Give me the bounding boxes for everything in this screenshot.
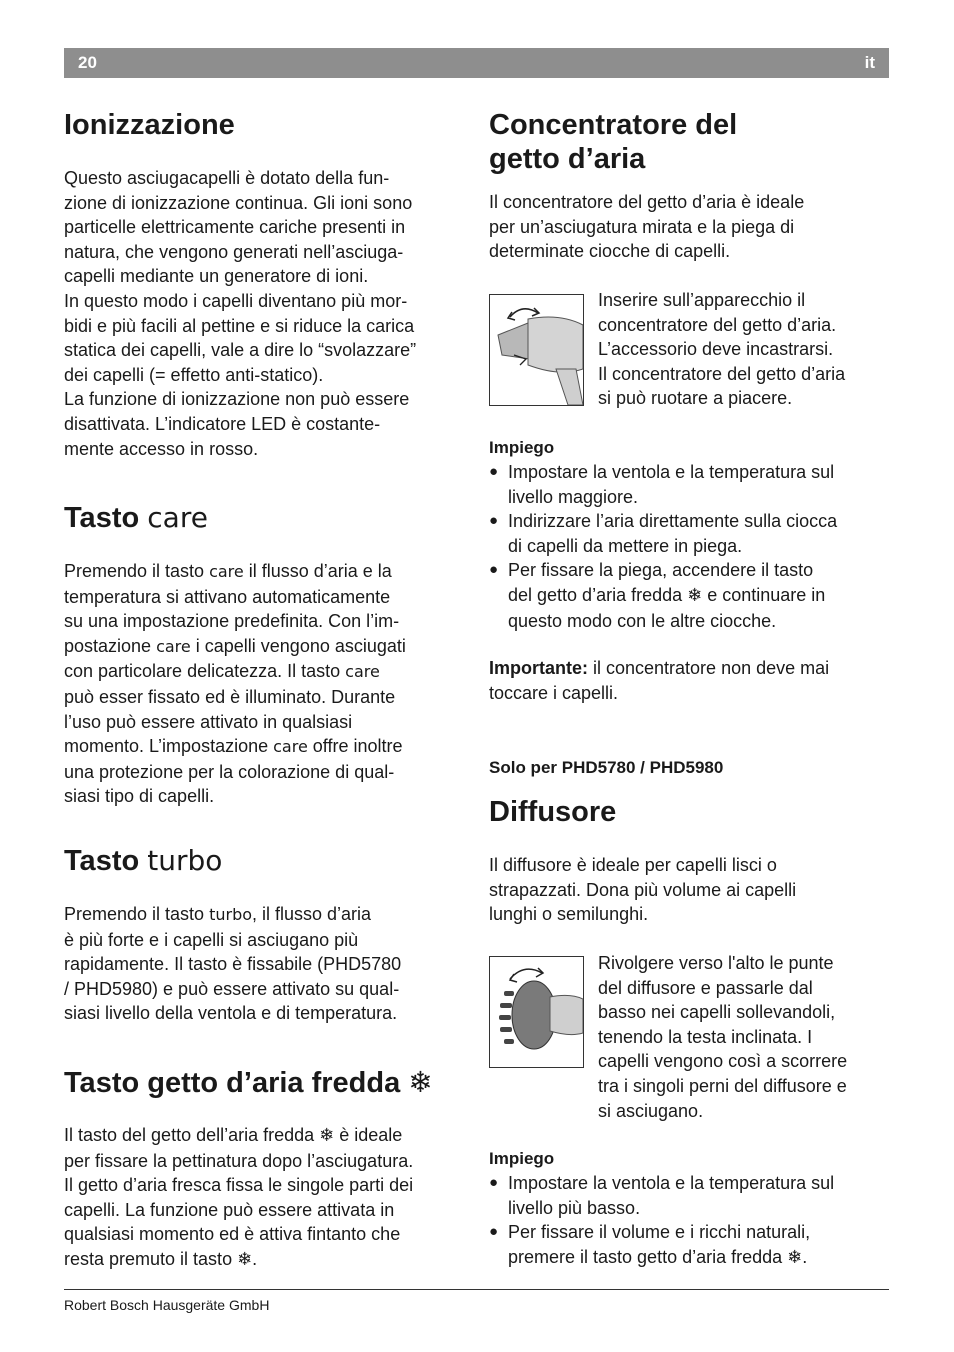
concentratore-intro: Il concentratore del getto d’aria è ideale per un’asciugatura mirata e la piega di determinate ciocche di capelli. — [489, 192, 805, 262]
list-item: ● Per fissare il volume e i ricchi naturali, premere il tasto getto d’aria fredda ❄. — [489, 1220, 894, 1270]
model-note: Solo per PHD5780 / PHD5980 — [489, 758, 724, 777]
snowflake-icon: ❄ — [787, 1246, 803, 1268]
diffusore-impiego-heading: Impiego — [489, 1149, 555, 1168]
concentratore-heading: Concentratore del getto d’aria — [489, 109, 738, 175]
snowflake-icon: ❄ — [687, 584, 703, 606]
diffusore-intro: Il diffusore è ideale per capelli lisci o strapazzati. Dona più volume ai capelli lunghi o semilunghi. — [489, 855, 797, 925]
concentratore-importante: Importante: il concentratore non deve mai toccare i capelli. — [489, 658, 830, 703]
snowflake-icon: ❄ — [237, 1248, 253, 1270]
list-item: ● Impostare la ventola e la temperatura sul livello più basso. — [489, 1171, 894, 1220]
snowflake-icon: ❄ — [408, 1065, 433, 1099]
diffuser-illustration — [489, 956, 584, 1068]
list-item: ● Impostare la ventola e la temperatura sul livello maggiore. — [489, 460, 894, 509]
diffusore-steps — [489, 1171, 894, 1270]
tasto-fredda-text: Il tasto del getto dell’aria fredda ❄ è ideale per fissare la pettinatura dopo l’asciugatura. Il getto d’aria fresca fissa le singole parti dei capelli. La funzione può essere attivata in qualsiasi momento ed è attiva fintanto che resta premuto il tasto ❄. — [64, 1125, 414, 1270]
concentratore-impiego-heading: Impiego — [489, 438, 555, 457]
language-code: it — [864, 53, 875, 72]
concentratore-figure-text: Inserire sull’apparecchio il concentratore del getto d’aria. L’accessorio deve incastrarsi. Il concentratore del getto d’aria si può ruotare a piacere. — [598, 290, 846, 409]
ionizzazione-heading: Ionizzazione — [64, 109, 235, 141]
tasto-turbo-text: Premendo il tasto turbo, il flusso d’aria è più forte e i capelli si asciugano più rapidamente. Il tasto è fissabile (PHD5780 / PHD5980) e può essere attivato su qual- siasi livello della ventola e di temperatura. — [64, 904, 402, 1024]
page-number: 20 — [78, 53, 97, 72]
snowflake-icon: ❄ — [319, 1125, 335, 1146]
list-item: ● Indirizzare l’aria direttamente sulla ciocca di capelli da mettere in piega. — [489, 509, 894, 558]
concentrator-illustration — [489, 294, 584, 406]
tasto-care-text: Premendo il tasto care il flusso d’aria e la temperatura si attivano automaticamente su una impostazione predefinita. Con l’im- postazione care i capelli vengono asciugati con particolare delicatezza. Il tasto care può esser fissato ed è illuminato. Durante l’uso può essere attivato in qualsiasi momento. L’impostazione care offre inoltre una protezione per la colorazione di qual- siasi tipo di capelli. — [64, 561, 406, 807]
diffusore-figure-text: Rivolgere verso l'alto le punte del diffusore e passarle dal basso nei capelli sollevandoli, tenendo la testa inclinata. I capelli vengono così a scorrere tra i singoli perni del diffusore e si asciugano. — [598, 953, 848, 1121]
page-header — [64, 48, 889, 78]
footer-divider — [64, 1289, 889, 1290]
tasto-turbo-heading: Tasto turbo — [64, 844, 223, 877]
footer-company: Robert Bosch Hausgeräte GmbH — [64, 1297, 270, 1313]
list-item: ● Per fissare la piega, accendere il tasto del getto d’aria fredda ❄ e continuare in questo modo con le altre ciocche. — [489, 558, 894, 633]
diffusore-heading: Diffusore — [489, 796, 617, 828]
ionizzazione-text: Questo asciugacapelli è dotato della fun- zione di ionizzazione continua. Gli ioni sono particelle elettricamente cariche presenti in natura, che vengono generati nell’asciuga- capelli mediante un generatore di ioni. In questo modo i capelli diventano più mor- bidi e più facili al pettine e si riduce la carica statica dei capelli, vale a dire lo “svolazzare” dei capelli (= effetto anti-statico). La funzione di ionizzazione non può essere disattivata. L’indicatore LED è costante- mente accesso in rosso. — [64, 168, 417, 459]
concentratore-steps — [489, 460, 894, 633]
tasto-care-heading: Tasto care — [64, 501, 208, 534]
tasto-fredda-heading: Tasto getto d’aria fredda ❄ — [64, 1065, 433, 1099]
